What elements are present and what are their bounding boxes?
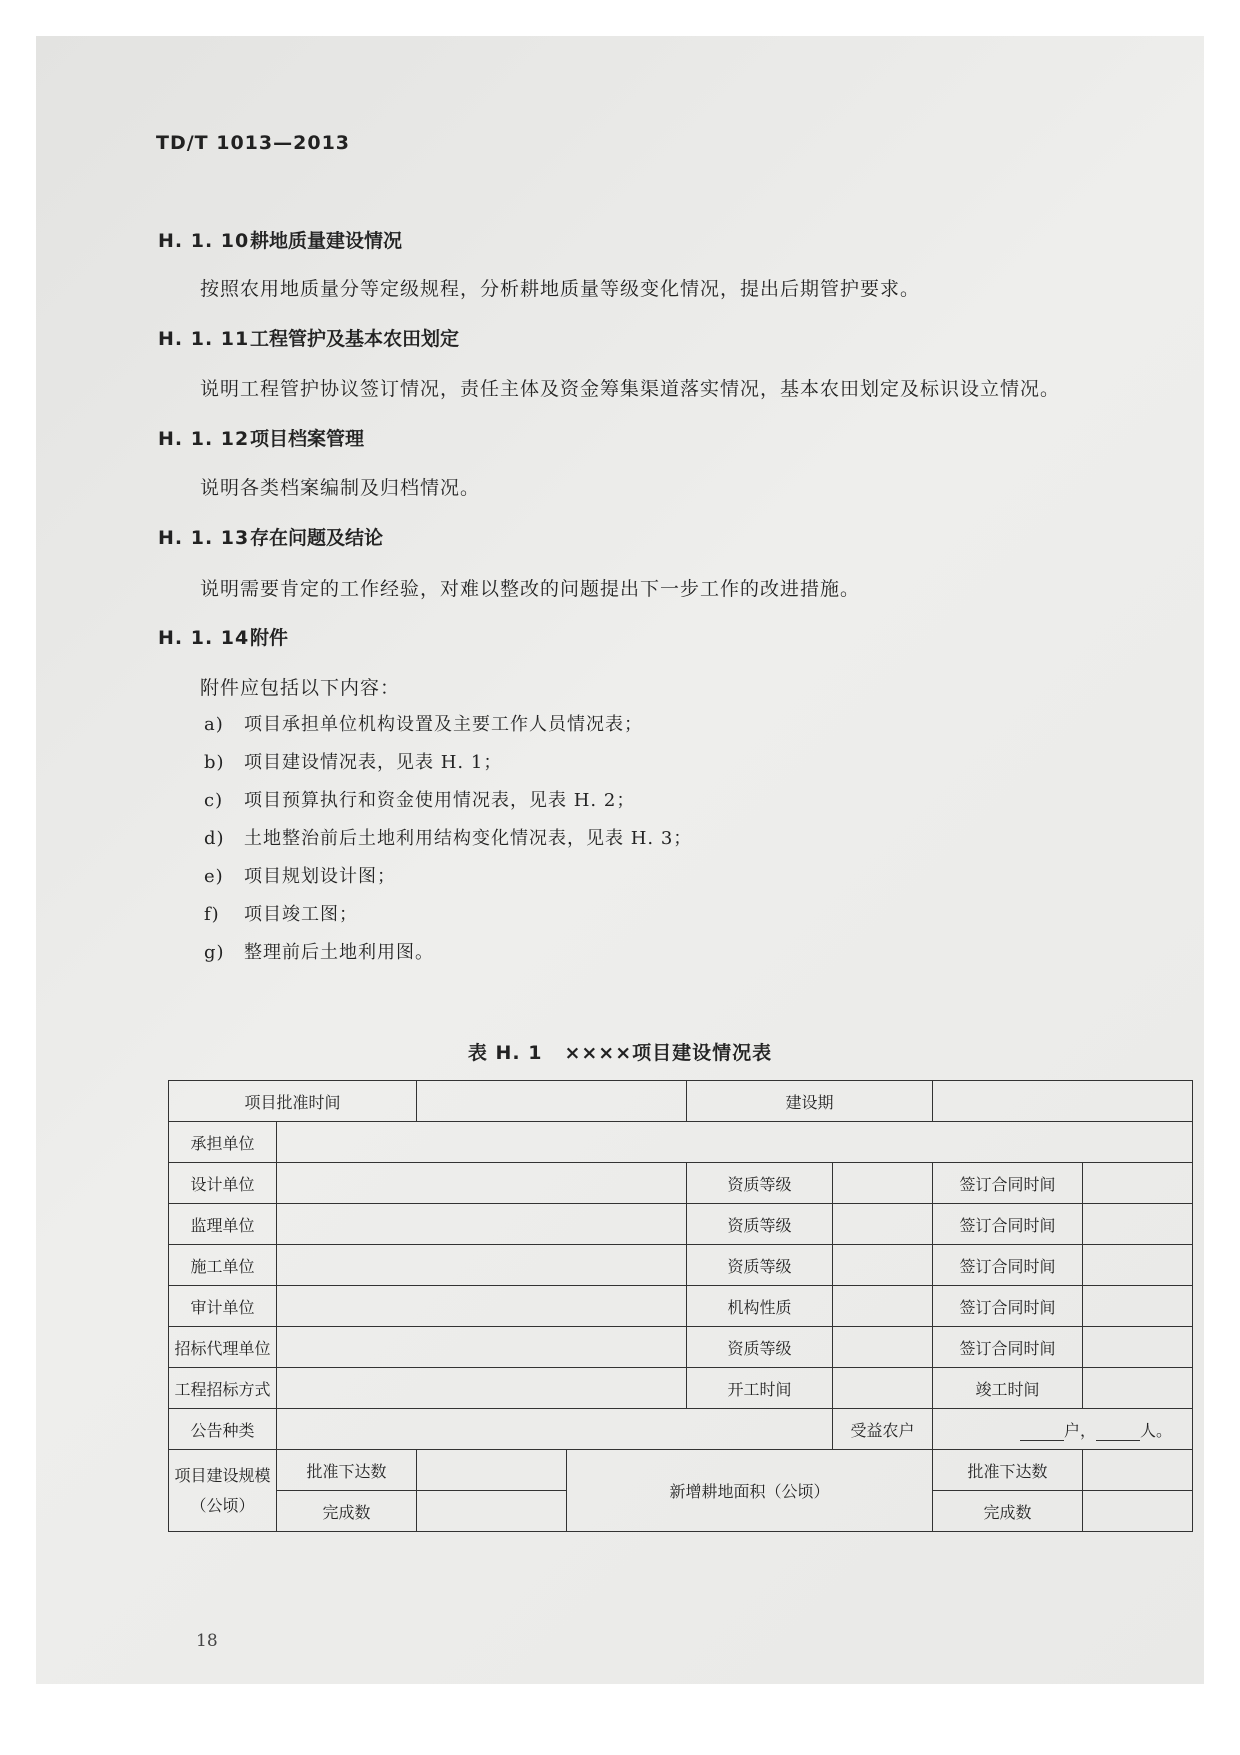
section-heading: [158, 623, 288, 650]
list-item: [204, 938, 434, 964]
households-unit: 户，: [1064, 1420, 1097, 1440]
section-body: 说明工程管护协议签订情况，责任主体及资金筹集渠道落实情况，基本农田划定及标识设立情况。: [200, 378, 1061, 400]
table-cell: [833, 1163, 933, 1204]
table-cell: 新增耕地面积（公顷）: [567, 1450, 933, 1532]
table-cell: [277, 1245, 687, 1286]
table-cell: 承担单位: [169, 1122, 277, 1163]
blank-line: [1096, 1426, 1140, 1441]
table-cell: [1083, 1327, 1193, 1368]
table-cell: 资质等级: [687, 1204, 833, 1245]
table-label: 表 H. 1: [467, 1042, 543, 1064]
list-text: 项目建设情况表，见表 H. 1；: [244, 752, 503, 773]
table-cell: [277, 1204, 687, 1245]
table-cell: [1083, 1491, 1193, 1532]
list-item: [204, 748, 502, 774]
table-cell: [277, 1163, 687, 1204]
list-marker: d): [204, 828, 225, 849]
table-cell: [417, 1450, 567, 1491]
table-row: [169, 1450, 1193, 1491]
table-cell: [1083, 1450, 1193, 1491]
table-cell: [833, 1204, 933, 1245]
list-marker: a): [204, 714, 224, 735]
scale-label: 项目建设规模: [174, 1465, 271, 1485]
section-heading: [158, 424, 364, 451]
table-cell: 竣工时间: [933, 1368, 1083, 1409]
table-cell: [1083, 1286, 1193, 1327]
list-item: [204, 824, 692, 850]
list-marker: b): [204, 752, 225, 773]
list-text: 项目预算执行和资金使用情况表，见表 H. 2；: [244, 790, 636, 811]
table-row: [169, 1122, 1193, 1163]
section-number: H. 1. 11: [158, 328, 250, 350]
table-caption: [36, 1038, 1204, 1065]
table-row: [169, 1409, 1193, 1450]
table-cell: 签订合同时间: [933, 1163, 1083, 1204]
list-item: [204, 900, 358, 926]
table-cell: [277, 1368, 687, 1409]
table-row: [169, 1368, 1193, 1409]
section-number: H. 1. 14: [158, 627, 250, 649]
table-cell: 公告种类: [169, 1409, 277, 1450]
table-cell: [833, 1286, 933, 1327]
table-cell: 资质等级: [687, 1245, 833, 1286]
list-marker: e): [204, 866, 224, 887]
table-cell: 签订合同时间: [933, 1245, 1083, 1286]
list-text: 项目承担单位机构设置及主要工作人员情况表；: [244, 714, 643, 735]
table-cell: [417, 1491, 567, 1532]
list-item: [204, 710, 643, 736]
list-text: 土地整治前后土地利用结构变化情况表，见表 H. 3；: [244, 828, 693, 849]
scale-unit: （公顷）: [190, 1495, 255, 1515]
list-text: 整理前后土地利用图。: [244, 942, 434, 963]
table-cell: [1083, 1163, 1193, 1204]
section-title: 项目档案管理: [250, 428, 365, 450]
section-number: H. 1. 12: [158, 428, 250, 450]
section-heading: [158, 226, 402, 253]
table-cell: [1083, 1245, 1193, 1286]
list-text: 项目规划设计图；: [244, 866, 396, 887]
section-body: 按照农用地质量分等定级规程，分析耕地质量等级变化情况，提出后期管护要求。: [200, 278, 921, 300]
project-construction-table: [168, 1080, 1193, 1532]
list-item: [204, 862, 396, 888]
table-cell: 资质等级: [687, 1327, 833, 1368]
section-title: 工程管护及基本农田划定: [250, 328, 460, 350]
table-row: [169, 1081, 1193, 1122]
section-title: 存在问题及结论: [250, 527, 384, 549]
table-cell: [277, 1286, 687, 1327]
section-body: 说明需要肯定的工作经验，对难以整改的问题提出下一步工作的改进措施。: [200, 578, 861, 600]
table-cell: 审计单位: [169, 1286, 277, 1327]
table-cell: 设计单位: [169, 1163, 277, 1204]
document-page: [36, 36, 1204, 1684]
table-cell: [417, 1081, 687, 1122]
list-text: 项目竣工图；: [244, 904, 358, 925]
section-body: 说明各类档案编制及归档情况。: [200, 477, 481, 499]
standard-code: TD/T 1013—2013: [156, 132, 351, 154]
people-unit: 人。: [1140, 1420, 1173, 1440]
table-cell: 签订合同时间: [933, 1286, 1083, 1327]
list-marker: f): [204, 904, 220, 925]
table-row: [169, 1286, 1193, 1327]
table-cell: 资质等级: [687, 1163, 833, 1204]
table-cell: 批准下达数: [277, 1450, 417, 1491]
table-row: [169, 1204, 1193, 1245]
table-cell: 项目批准时间: [169, 1081, 417, 1122]
table-cell: 签订合同时间: [933, 1204, 1083, 1245]
table-cell: [933, 1409, 1193, 1450]
section-number: H. 1. 13: [158, 527, 250, 549]
table-cell: 签订合同时间: [933, 1327, 1083, 1368]
table-cell: 批准下达数: [933, 1450, 1083, 1491]
table-cell: [277, 1122, 1193, 1163]
table-cell: 完成数: [933, 1491, 1083, 1532]
section-heading: [158, 523, 383, 550]
table-cell: 监理单位: [169, 1204, 277, 1245]
table-cell: 开工时间: [687, 1368, 833, 1409]
page-number: 18: [196, 1631, 218, 1651]
list-marker: c): [204, 790, 224, 811]
table-cell: [933, 1081, 1193, 1122]
table-cell: 完成数: [277, 1491, 417, 1532]
list-item: [204, 786, 635, 812]
table-cell: 施工单位: [169, 1245, 277, 1286]
table-cell: [833, 1368, 933, 1409]
table-cell: [169, 1450, 277, 1532]
blank-line: [1020, 1426, 1064, 1441]
section-title: 附件: [250, 627, 289, 649]
section-number: H. 1. 10: [158, 230, 250, 252]
table-cell: [1083, 1204, 1193, 1245]
table-cell: [1083, 1368, 1193, 1409]
table-cell: 机构性质: [687, 1286, 833, 1327]
section-title: 耕地质量建设情况: [250, 230, 403, 252]
table-cell: 建设期: [687, 1081, 933, 1122]
table-cell: 招标代理单位: [169, 1327, 277, 1368]
list-marker: g): [204, 942, 225, 963]
section-heading: [158, 324, 459, 351]
table-title: ××××项目建设情况表: [564, 1042, 773, 1064]
table-cell: [833, 1327, 933, 1368]
table-row: [169, 1245, 1193, 1286]
table-cell: 受益农户: [833, 1409, 933, 1450]
table-cell: [277, 1409, 833, 1450]
table-cell: [833, 1245, 933, 1286]
table-row: [169, 1163, 1193, 1204]
table-cell: [277, 1327, 687, 1368]
table-row: [169, 1327, 1193, 1368]
table-cell: 工程招标方式: [169, 1368, 277, 1409]
section-body: 附件应包括以下内容：: [200, 677, 401, 699]
